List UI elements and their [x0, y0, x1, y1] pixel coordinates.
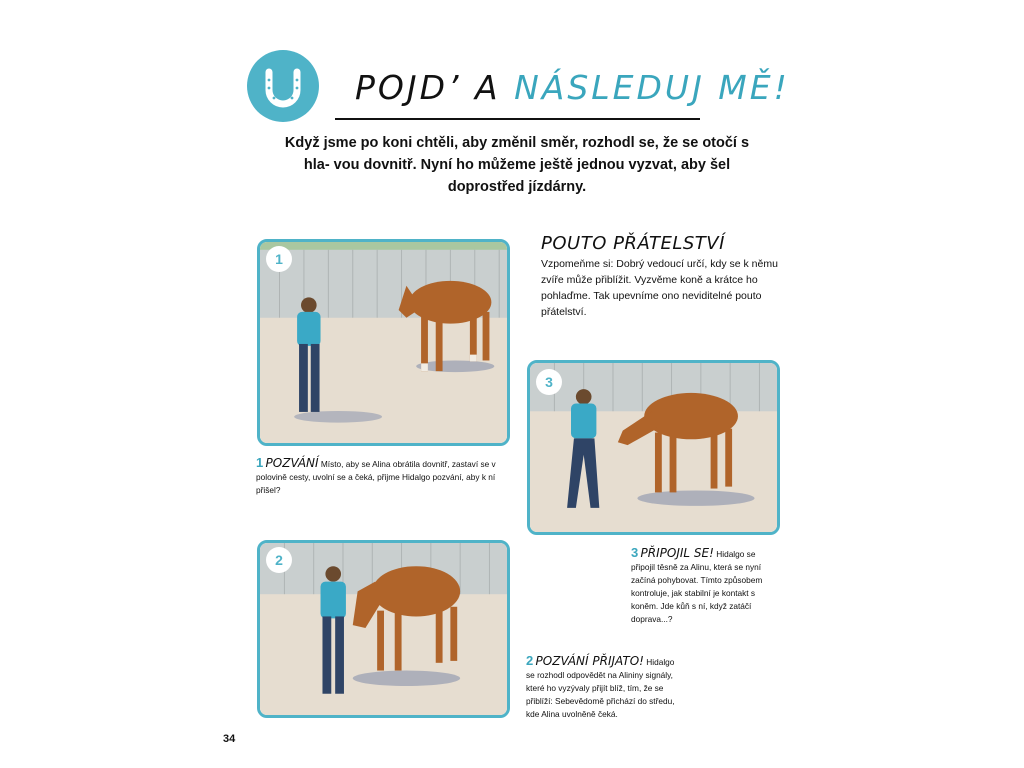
caption-2-text: Hidalgo se rozhodl odpovědět na Alininy signály, které ho vyzývaly přijít blíž, tím, že se přiblíží: Sebevědomě přichází do středu, kde Alina uvolněně čeká. [526, 657, 675, 719]
title-part-1: POJD’ A [355, 68, 515, 107]
caption-3-text: Hidalgo se připojil těsně za Alinu, která se nyní začíná pohybovat. Tímto způsobem kontroluje, jak stabilní je kontakt s koněm. Jde kůň s ní, když zatáčí doprava...? [631, 549, 763, 624]
caption-2-number: 2 [526, 653, 534, 668]
photo-3-number-badge: 3 [536, 369, 562, 395]
caption-2-heading: POZVÁNÍ PŘIJATO! [535, 654, 644, 668]
caption-1-text: Místo, aby se Alina obrátila dovnitř, zastaví se v polovině cesty, uvolní se a čeká, přijme Hidalgo pozvání, aby k ní přišel? [256, 459, 496, 495]
caption-2 [526, 654, 676, 721]
bond-heading: POUTO PŘÁTELSTVÍ [541, 233, 725, 254]
photo-2-number-badge: 2 [266, 547, 292, 573]
caption-3-number: 3 [631, 545, 639, 560]
photo-2 [257, 540, 510, 718]
page-title [355, 68, 790, 107]
caption-3-heading: PŘIPOJIL SE! [640, 546, 714, 560]
photo-1-image [260, 242, 507, 443]
caption-1 [256, 456, 506, 497]
photo-1 [257, 239, 510, 446]
photo-2-image [260, 543, 507, 715]
intro-paragraph: Když jsme po koni chtěli, aby změnil směr, rozhodl se, že se otočí s hla- vou dovnitř. Nyní ho můžeme ještě jednou vyzvat, aby šel doprostřed jízdárny. [284, 135, 750, 195]
caption-1-number: 1 [256, 455, 264, 470]
horseshoe-badge [247, 50, 319, 122]
photo-3 [527, 360, 780, 535]
title-part-2: NÁSLEDUJ MĚ! [514, 68, 790, 107]
caption-3 [631, 546, 781, 626]
bond-body: Vzpomeňme si: Dobrý vedoucí určí, kdy se k němu zvíře může přiblížit. Vyzvěme koně a krátce ho pohlaďme. Tak upevníme ono neviditelné pouto přátelství. [541, 258, 778, 318]
photo-1-number-badge: 1 [266, 246, 292, 272]
title-underline [335, 118, 700, 120]
caption-1-heading: POZVÁNÍ [265, 456, 319, 470]
horseshoe-icon [247, 50, 319, 122]
page-number: 34 [223, 733, 236, 745]
photo-3-image [530, 363, 777, 532]
